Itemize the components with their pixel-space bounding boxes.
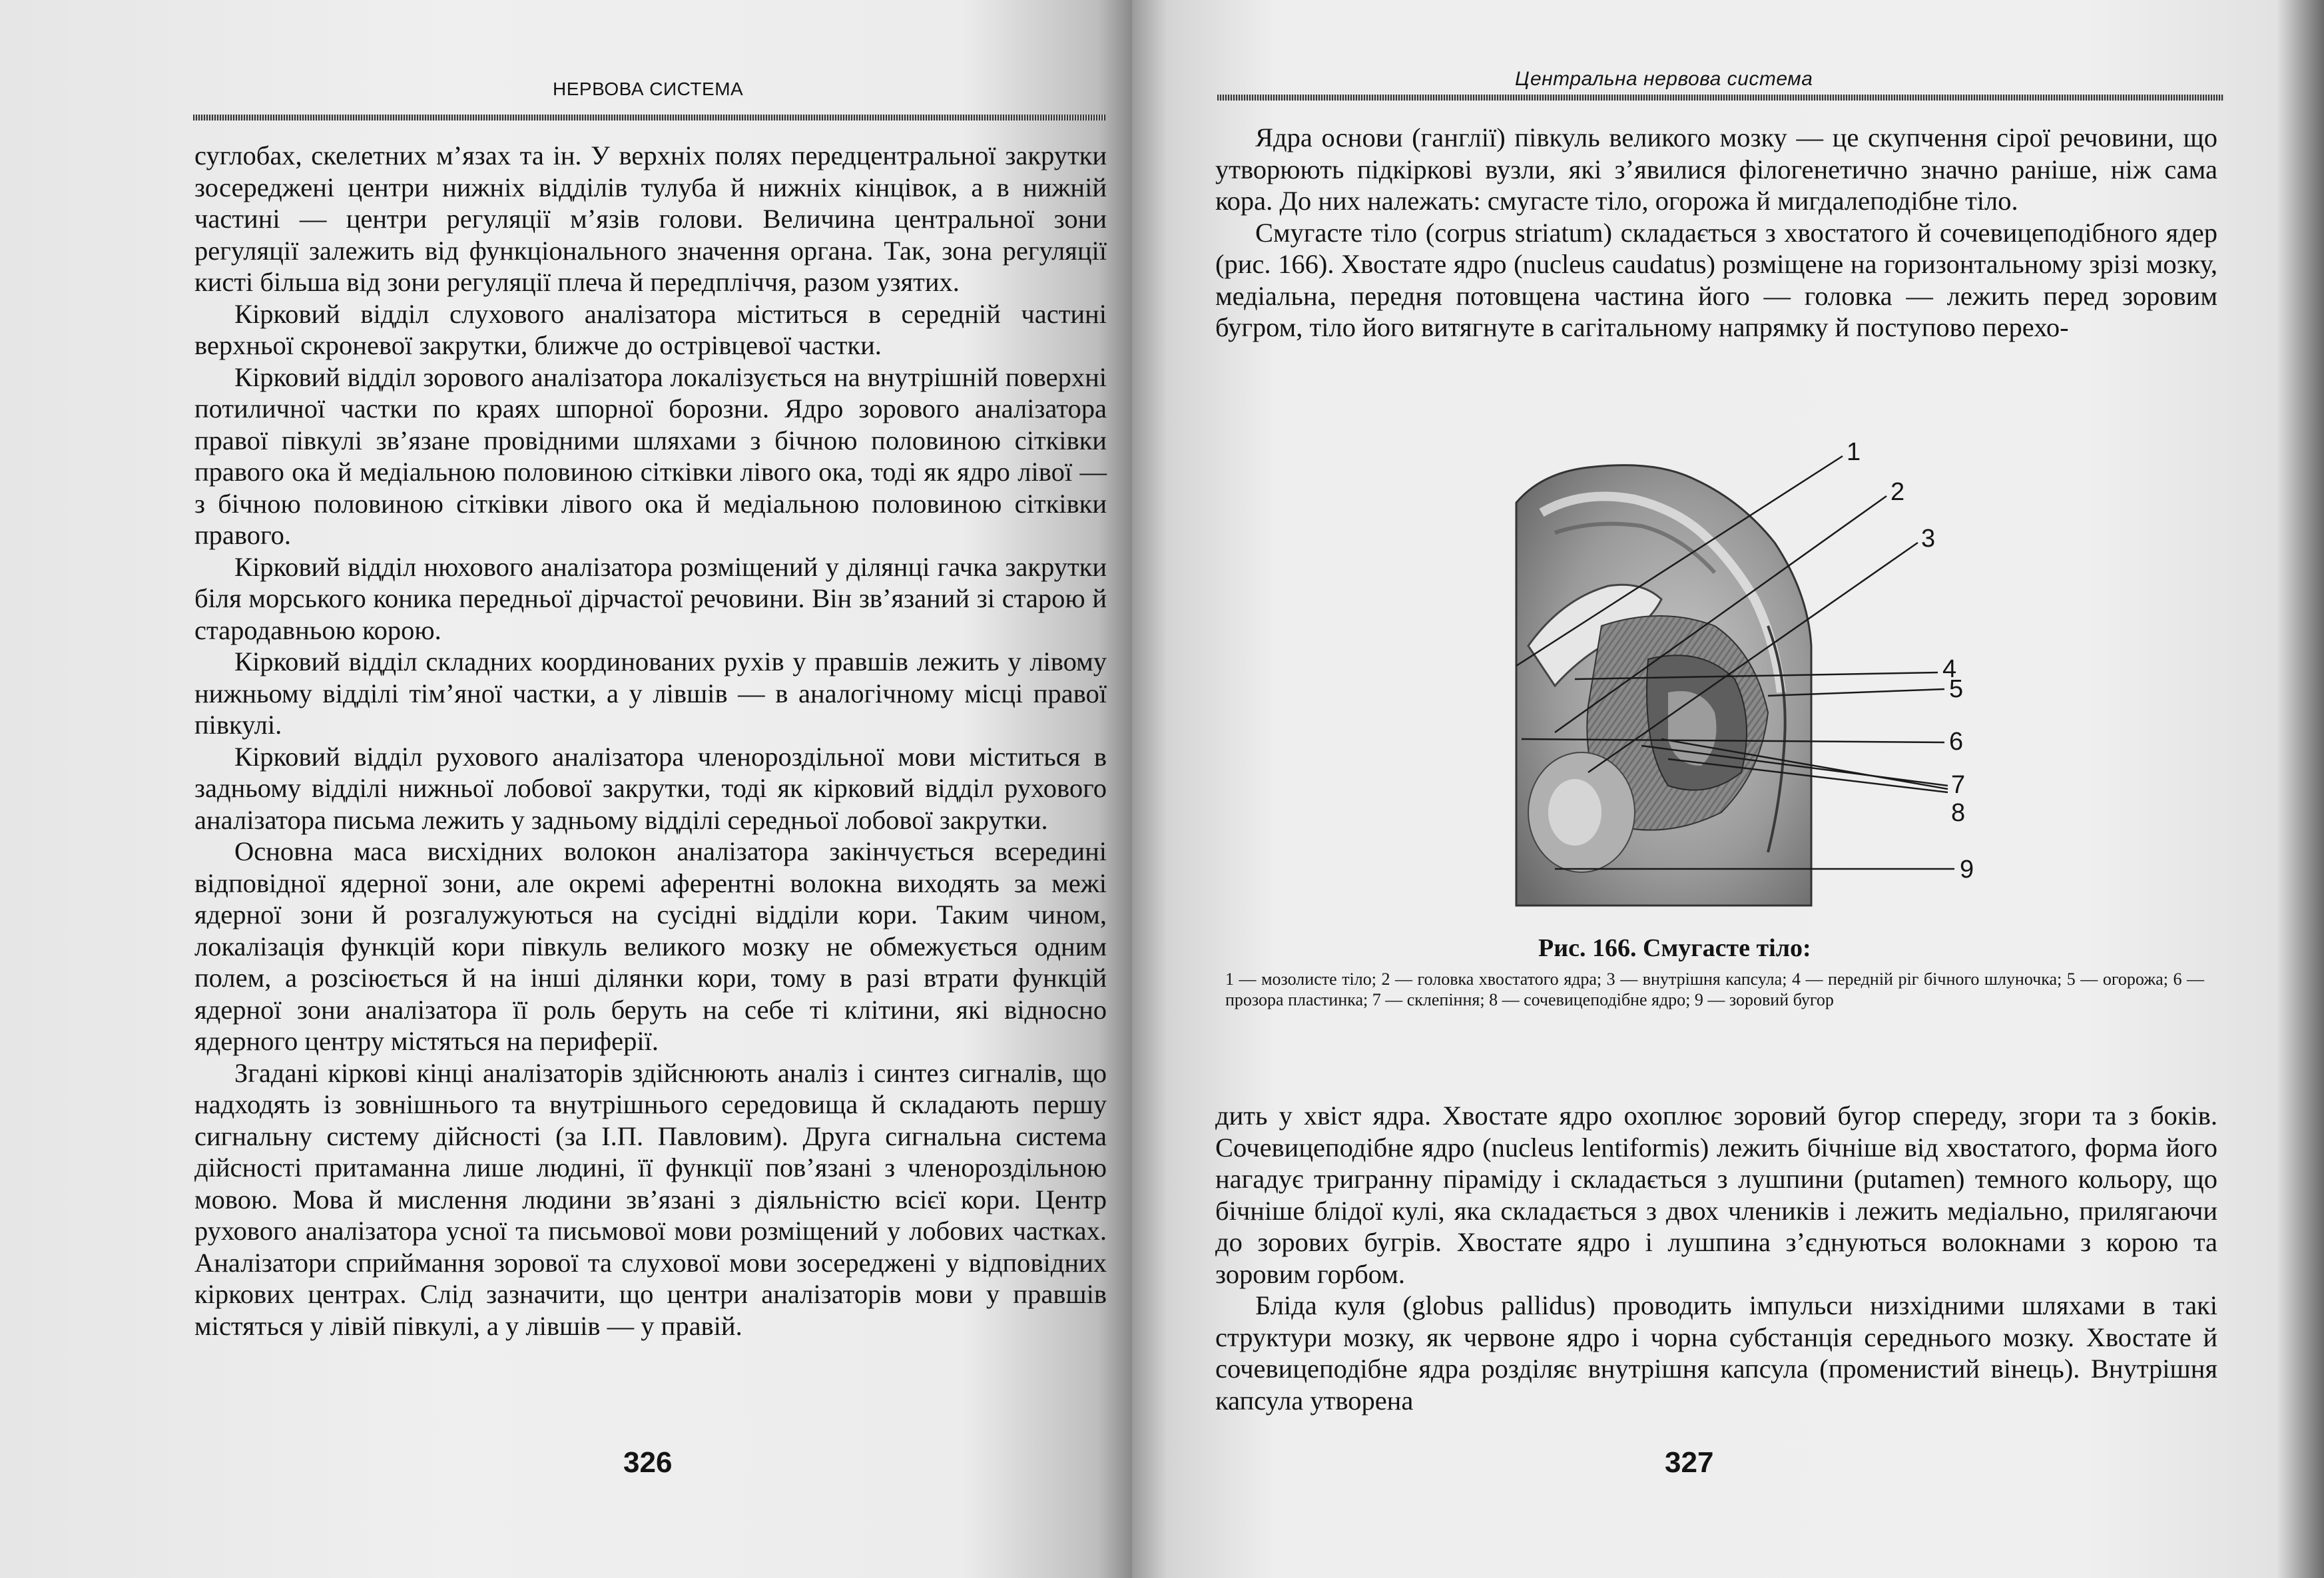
- figure-legend: 1 — мозолисте тіло; 2 — головка хвостатого ядра; 3 — внутрішня капсула; 4 — передній ріг бічного шлуночка; 5 — огорожа; 6 — прозора пластинка; 7 — склепіння; 8 — сочевицеподібне ядро; 9 — зоровий бугор: [1225, 969, 2204, 1009]
- paragraph: дить у хвіст ядра. Хвостате ядро охоплює зоровий бугор спереду, згори та з боків. Сочевицеподібне ядро (nucleus lentiformis) лежить бічніше від хвостатого, форма його нагадує тригранну піраміду і складається з лушпини (putamen) темного кольору, що бічніше блідої кулі, яка складається з двох члеників і лежить медіально, прилягаючи до зорових бугрів. Хвостате ядро і лушпина з’єднуються волокнами з корою та зоровим горбом.: [1215, 1101, 2217, 1289]
- callout-6: 6: [1949, 728, 1964, 756]
- brain-section-image: [1502, 426, 2168, 932]
- callout-4: 4: [1942, 655, 1957, 683]
- figure-name: Смугасте тіло:: [1642, 934, 1811, 962]
- paragraph: Кірковий відділ складних координованих рухів у правшів лежить у лівому нижньому відділі тім’яної частки, а у лівшів — в аналогічному місці правої півкулі.: [194, 647, 1107, 740]
- left-page: [0, 0, 1132, 1578]
- paragraph: Кірковий відділ рухового аналізатора членороздільної мови міститься в задньому відділі нижньої лобової закрутки, тоді як кірковий відділ рухового аналізатора письма лежить у задньому відділі середньої лобової закрутки.: [194, 741, 1107, 835]
- paragraph: Смугасте тіло (corpus striatum) складається з хвостатого й сочевицеподібного ядер (рис. 166). Хвостате ядро (nucleus caudatus) розміщене на горизонтальному зрізі мозку, медіальна, передня потовщена частина його — головка — лежить перед зоровим бугром, тіло його витягнуте в сагітальному напрямку й поступово перехо-: [1215, 217, 2217, 342]
- paragraph: суглобах, скелетних м’язах та ін. У верхніх полях передцентральної закрутки зосереджені центри нижніх відділів тулуба й нижніх кінцівок, а в нижній частині — центри регуляції м’язів голови. Величина центральної зони регуляції залежить від функціонального значення органа. Так, зона регуляції кисті більша від зони регуляції плеча й передпліччя, разом узятих.: [194, 140, 1107, 297]
- callout-1: 1: [1847, 438, 1861, 466]
- left-page-text: [194, 140, 1107, 1342]
- paragraph: Кірковий відділ нюхового аналізатора розміщений у ділянці гачка закрутки біля морського коника передньої дірчастої речовини. Він зв’язаний зі старою й стародавньою корою.: [194, 551, 1107, 645]
- page-number-left: 326: [623, 1446, 673, 1479]
- paragraph: Бліда куля (globus pallidus) проводить імпульси низхідними шляхами в такі структури мозку, як червоне ядро і чорна субстанція середнього мозку. Хвостате й сочевицеподібне ядра розділяє внутрішня капсула (променистий вінець). Внутрішня капсула утворена: [1215, 1290, 2217, 1416]
- header-rule-left: [193, 115, 1105, 121]
- paragraph: Основна маса висхідних волокон аналізатора закінчується всередині відповідної ядерної зони, але окремі аферентні волокна виходять за межі ядерної зони й розгалужуються на сусідні відділи кори. Таким чином, локалізація функцій кори півкуль великого мозку не обмежується одним полем, а розсіюється й на інші ділянки кори, тому в разі втрати функцій ядерної зони аналізатора її роль беруть на себе ті клітини, які відносно ядерного центру містяться на периферії.: [194, 836, 1107, 1056]
- right-page-text-top: [1215, 122, 2217, 344]
- callout-2: 2: [1890, 478, 1905, 506]
- figure-number: Рис. 166.: [1538, 934, 1637, 962]
- paragraph: Кірковий відділ слухового аналізатора міститься в середній частині верхньої скроневої закрутки, ближче до острівцевої частки.: [194, 298, 1107, 360]
- callout-7: 7: [1951, 771, 1966, 799]
- figure-166-illustration: [1502, 426, 2168, 932]
- page-number-right: 327: [1665, 1446, 1714, 1479]
- paragraph: Згадані кіркові кінці аналізаторів здійснюють аналіз і синтез сигналів, що надходять із зовнішнього та внутрішнього середовища й складають першу сигнальну систему дійсності (за І.П. Павловим). Друга сигнальна система дійсності притаманна лише людині, її функції пов’язані з членороздільною мовою. Мова й мислення людини зв’язані з діяльністю всієї кори. Центр рухового аналізатора усної та письмової мови розміщений у лобових частках. Аналізатори сприймання зорової та слухової мови зосереджені у відповідних кіркових центрах. Слід зазначити, що центри аналізаторів мови у правшів містяться у лівій півкулі, а у лівшів — у правій.: [194, 1057, 1107, 1341]
- right-page-text-bottom: [1215, 1100, 2217, 1416]
- paragraph: Кірковий відділ зорового аналізатора локалізується на внутрішній поверхні потиличної частки по краях шпорної борозни. Ядро зорового аналізатора правої півкулі зв’язане провідними шляхами з бічною половиною сітківки правого ока й медіальною половиною сітківки лівого ока, тоді як ядро лівої — з бічною половиною сітківки лівого ока й медіальною половиною сітківки правого.: [194, 362, 1107, 550]
- callout-3: 3: [1921, 525, 1936, 553]
- figure-caption-title: [1538, 933, 1811, 963]
- right-page: [1132, 0, 2324, 1578]
- running-head-right: Центральна нервова система: [1515, 68, 1813, 90]
- callout-8: 8: [1951, 799, 1966, 827]
- paragraph: Ядра основи (ганглії) півкуль великого мозку — це скупчення сірої речовини, що утворюють підкіркові вузли, які з’явилися філогенетично значно раніше, ніж сама кора. До них належать: смугасте тіло, огорожа й мигдалеподібне тіло.: [1215, 123, 2217, 216]
- callout-9: 9: [1960, 856, 1974, 884]
- running-head-left: НЕРВОВА СИСТЕМА: [553, 79, 744, 99]
- callout-5: 5: [1949, 675, 1964, 703]
- header-rule-right: [1217, 95, 2224, 101]
